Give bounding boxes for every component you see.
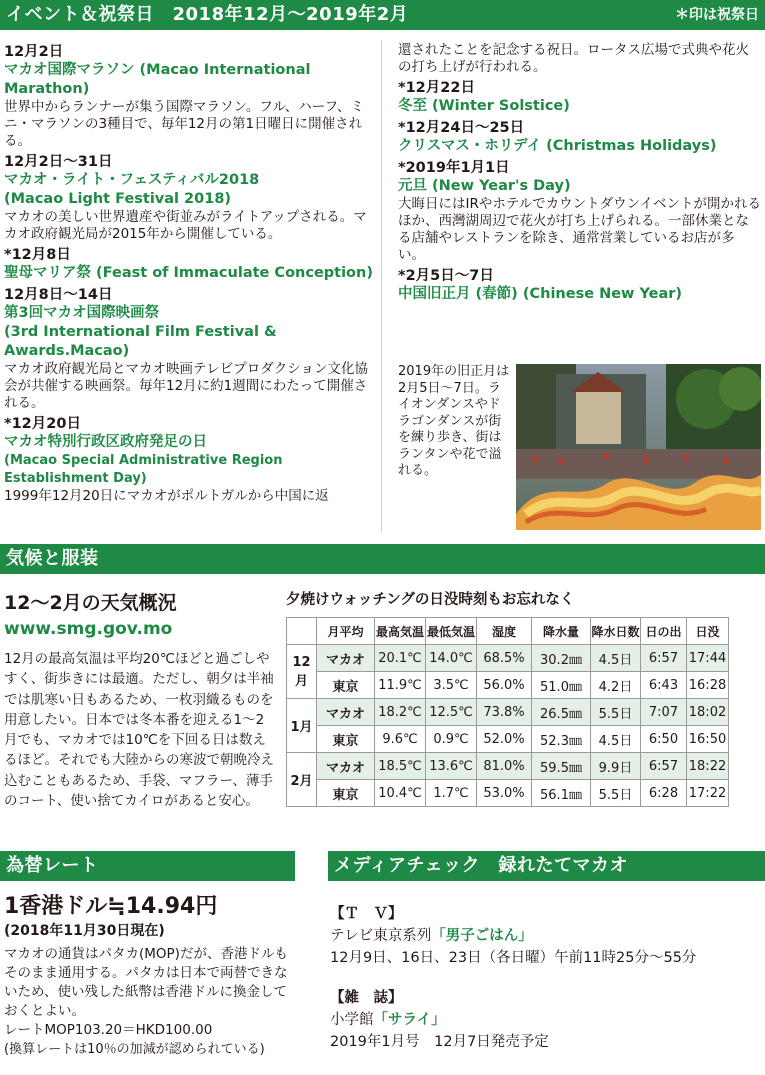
weather-table — [286, 617, 729, 807]
table-row — [287, 699, 729, 726]
value-cell: 17:22 — [687, 780, 729, 807]
event-title: 元旦 (New Year's Day) — [398, 178, 571, 194]
event-title-en: (3rd International Film Festival & Awards.Macao) — [4, 324, 277, 359]
exchange-header: 為替レート — [6, 855, 99, 876]
event-title: クリスマス・ホリデイ (Christmas Holidays) — [398, 138, 717, 154]
city-cell: 東京 — [317, 726, 375, 753]
event-date: *12月22日 — [398, 80, 475, 96]
event-title: マカオ特別行政区政府発足の日 — [4, 434, 207, 450]
tv-program-line — [330, 925, 760, 947]
event-light-festival — [4, 154, 376, 243]
event-title: マカオ国際マラソン (Macao International Marathon) — [4, 62, 311, 97]
media-header-bar — [328, 851, 765, 881]
value-cell: 26.5㎜ — [532, 699, 591, 726]
value-cell: 9.6℃ — [375, 726, 426, 753]
col-header: 湿度 — [477, 618, 532, 645]
event-christmas — [398, 120, 761, 156]
table-row — [287, 753, 729, 780]
value-cell: 6:57 — [641, 753, 687, 780]
value-cell: 16:28 — [687, 672, 729, 699]
cny-desc: 2019年の旧正月は2月5日～7日。ライオンダンスやドラゴンダンスが街を練り歩き、街はランタンや花で溢れる。 — [398, 364, 510, 478]
holiday-note: ＊印は祝祭日 — [675, 7, 759, 23]
climate-desc: 12月の最高気温は平均20℃ほどと過ごしやすく、街歩きには最適。ただし、朝夕は半袖では肌寒い日もあるため、一枚羽織るものを用意したい。日本では冬本番を迎える1～2月でも、マカオでは10℃を下回る日は数えるほど。それでも大陸からの寒波で朝晩冷え込むこともあるため、手袋、マフラー、薄手のコート、使い捨てカイロがあると安心。 — [4, 651, 274, 810]
climate-header-bar — [0, 544, 765, 574]
tv-program: 「男子ごはん」 — [431, 928, 533, 944]
event-marathon — [4, 44, 376, 150]
media-header: メディアチェック 録れたてマカオ — [334, 855, 629, 876]
event-winter-solstice — [398, 80, 761, 116]
city-cell: マカオ — [317, 645, 375, 672]
value-cell: 18.2℃ — [375, 699, 426, 726]
dragon-dance-photo — [516, 364, 761, 530]
exchange-rate: 1香港ドル≒14.94円 — [4, 894, 218, 919]
climate-header: 気候と服装 — [6, 548, 99, 569]
table-row — [287, 780, 729, 807]
value-cell: 0.9℃ — [426, 726, 477, 753]
media-section — [330, 903, 760, 1053]
col-header: 最高気温 — [375, 618, 426, 645]
city-cell: 東京 — [317, 672, 375, 699]
event-film-festival — [4, 287, 376, 412]
table-row — [287, 645, 729, 672]
event-date: 12月8日～14日 — [4, 287, 113, 303]
event-date: *12月24日～25日 — [398, 120, 525, 136]
value-cell: 5.5日 — [591, 780, 641, 807]
events-left-column — [4, 40, 376, 505]
value-cell: 7:07 — [641, 699, 687, 726]
col-header: 月平均 — [317, 618, 375, 645]
value-cell: 6:43 — [641, 672, 687, 699]
magazine-publisher: 小学館 — [330, 1012, 374, 1028]
value-cell: 11.9℃ — [375, 672, 426, 699]
event-date: *12月20日 — [4, 416, 81, 432]
value-cell: 51.0㎜ — [532, 672, 591, 699]
value-cell: 12.5℃ — [426, 699, 477, 726]
table-row — [287, 726, 729, 753]
value-cell: 52.0% — [477, 726, 532, 753]
exchange-date: (2018年11月30日現在) — [4, 923, 165, 939]
event-title: マカオ・ライト・フェスティバル2018 — [4, 172, 260, 188]
value-cell: 13.6℃ — [426, 753, 477, 780]
city-cell: マカオ — [317, 753, 375, 780]
exchange-desc: マカオの通貨はパタカ(MOP)だが、香港ドルもそのまま通用する。パタカは日本で両替できないため、使い残した紙幣は香港ドルに換金しておくとよい。 — [4, 946, 288, 1019]
event-title: 第3回マカオ国際映画祭 — [4, 305, 160, 321]
value-cell: 53.0% — [477, 780, 532, 807]
col-header: 日没 — [687, 618, 729, 645]
value-cell: 9.9日 — [591, 753, 641, 780]
value-cell: 68.5% — [477, 645, 532, 672]
event-desc-continued: 還されたことを記念する祝日。ロータス広場で式典や花火の打ち上げが行われる。 — [398, 42, 749, 75]
city-cell: マカオ — [317, 699, 375, 726]
event-title: 聖母マリア祭 (Feast of Immaculate Conception) — [4, 265, 373, 281]
tv-schedule: 12月9日、16日、23日（各日曜）午前11時25分～55分 — [330, 950, 697, 966]
col-header: 日の出 — [641, 618, 687, 645]
value-cell: 4.5日 — [591, 645, 641, 672]
tv-label: 【Ｔ Ｖ】 — [330, 906, 403, 922]
value-cell: 18:02 — [687, 699, 729, 726]
value-cell: 6:50 — [641, 726, 687, 753]
tv-station: テレビ東京系列 — [330, 928, 432, 944]
magazine-issue: 2019年1月号 12月7日発売予定 — [330, 1034, 549, 1050]
value-cell: 73.8% — [477, 699, 532, 726]
value-cell: 30.2㎜ — [532, 645, 591, 672]
table-caption: 夕焼けウォッチングの日没時刻もお忘れなく — [286, 592, 575, 608]
event-date: 12月2日～31日 — [4, 154, 113, 170]
value-cell: 81.0% — [477, 753, 532, 780]
event-title-en: (Macao Special Administrative Region Establishment Day) — [4, 453, 283, 486]
exchange-note: (換算レートは10％の加減が認められている) — [4, 1042, 265, 1057]
table-row — [287, 672, 729, 699]
event-immaculate-conception — [4, 247, 376, 283]
col-header: 最低気温 — [426, 618, 477, 645]
exchange-section — [4, 893, 296, 1059]
value-cell: 1.7℃ — [426, 780, 477, 807]
event-title: 冬至 (Winter Solstice) — [398, 98, 570, 114]
value-cell: 14.0℃ — [426, 645, 477, 672]
column-divider — [381, 40, 382, 532]
col-header: 降水日数 — [591, 618, 641, 645]
value-cell: 52.3㎜ — [532, 726, 591, 753]
climate-subtitle: 12～2月の天気概況 — [4, 592, 177, 614]
month-cell: 12月 — [287, 645, 317, 699]
weather-url[interactable]: www.smg.gov.mo — [4, 619, 173, 639]
value-cell: 18:22 — [687, 753, 729, 780]
event-date: *2019年1月1日 — [398, 160, 510, 176]
value-cell: 56.1㎜ — [532, 780, 591, 807]
value-cell: 4.5日 — [591, 726, 641, 753]
magazine-label: 【雑 誌】 — [330, 990, 403, 1006]
month-cell: 1月 — [287, 699, 317, 753]
event-desc: マカオの美しい世界遺産や街並みがライトアップされる。マカオ政府観光局が2015年から開催している。 — [4, 209, 367, 242]
city-cell: 東京 — [317, 780, 375, 807]
value-cell: 18.5℃ — [375, 753, 426, 780]
event-sar-day — [4, 416, 376, 505]
event-date: 12月2日 — [4, 44, 64, 60]
month-cell: 2月 — [287, 753, 317, 807]
col-header: 降水量 — [532, 618, 591, 645]
value-cell: 10.4℃ — [375, 780, 426, 807]
value-cell: 20.1℃ — [375, 645, 426, 672]
event-title: 中国旧正月 (春節) (Chinese New Year) — [398, 286, 683, 302]
value-cell: 6:57 — [641, 645, 687, 672]
event-desc: 世界中からランナーが集う国際マラソン。フル、ハーフ、ミニ・マラソンの3種目で、毎年12月の第1日曜日に開催される。 — [4, 99, 365, 149]
value-cell: 5.5日 — [591, 699, 641, 726]
magazine-line — [330, 1009, 760, 1031]
event-desc: マカオ政府観光局とマカオ映画テレビプロダクション文化協会が共催する映画祭。毎年12月に約1週間にわたって開催される。 — [4, 361, 368, 411]
event-chinese-new-year — [398, 268, 761, 304]
event-desc: 1999年12月20日にマカオがポルトガルから中国に返 — [4, 488, 329, 504]
exchange-header-bar — [0, 851, 295, 881]
event-date: *2月5日～7日 — [398, 268, 494, 284]
event-new-year — [398, 160, 761, 264]
value-cell: 4.2日 — [591, 672, 641, 699]
value-cell: 6:28 — [641, 780, 687, 807]
event-title-en: (Macao Light Festival 2018) — [4, 191, 232, 207]
events-header: イベント＆祝祭日 2018年12月～2019年2月 — [6, 4, 409, 25]
events-header-bar — [0, 0, 765, 30]
value-cell: 56.0% — [477, 672, 532, 699]
event-desc: 大晦日にはIRやホテルでカウントダウンイベントが開かれるほか、西灣湖周辺で花火が打ち上げられる。一部休業となる店舗やレストランを除き、通常営業しているお店が多い。 — [398, 196, 762, 263]
value-cell: 17:44 — [687, 645, 729, 672]
event-date: *12月8日 — [4, 247, 71, 263]
climate-section — [4, 588, 276, 811]
value-cell: 3.5℃ — [426, 672, 477, 699]
magazine-title: 「サライ」 — [373, 1012, 446, 1028]
exchange-rate-mop: レートMOP103.20＝HKD100.00 — [4, 1022, 213, 1038]
events-right-column — [398, 40, 761, 304]
value-cell: 59.5㎜ — [532, 753, 591, 780]
value-cell: 16:50 — [687, 726, 729, 753]
